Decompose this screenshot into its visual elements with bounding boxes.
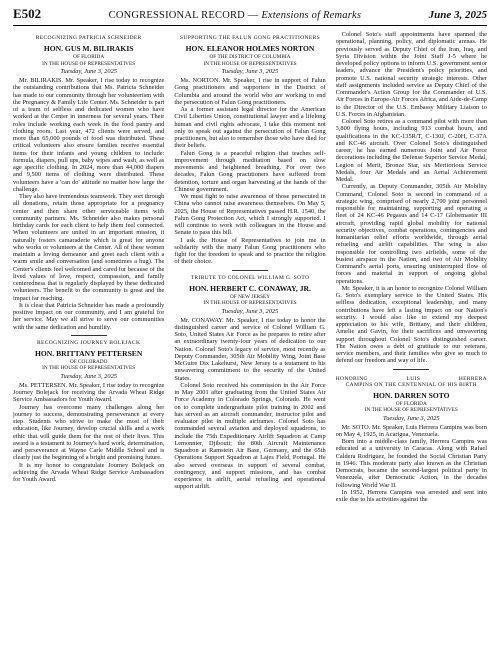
column-1 — [13, 31, 164, 643]
speaker-state: OF FLORIDA — [395, 400, 427, 407]
title-word: LUIS — [406, 375, 421, 382]
masthead-date: June 3, 2025 — [428, 9, 487, 21]
paragraph: Ms. NORTON. Mr. Speaker, I rise in support of Falun Gong practitioners and supporters in the District of Columbia and around the world who are working to end the persecution of Falun Gong practitioners. — [174, 77, 326, 106]
article-title: TRIBUTE TO COLONEL WILLIAM G. SOTO — [190, 274, 310, 281]
article-date: Tuesday, June 3, 2025 — [383, 414, 440, 422]
paragraph: Currently, as Deputy Commander, 305th Air Mobility Command, Colonel Soto is second in command of a strategic wing, comprised of nearly 2,700 joint personnel responsible for maintaining, supporting and operating a fleet of 24 KC-46 Pegasus and 14 C-17 Globemaster III aircraft, providing rapid global mobility for national security objectives, combat operations, contingencies and humanitarian relief efforts worldwide, through aerial refueling and airlift capabilities. The wing is also responsible for controlling two airfields, some of the busiest airspace in the Nation, and two of Air Mobility Command's aerial ports, ensuring uninterrupted flow of forces and material in support of ongoing global operations. — [335, 183, 487, 285]
article-title: CAMPINS ON THE CENTENNIAL OF HIS BIRTH — [345, 381, 477, 388]
publication-title — [109, 10, 362, 21]
article-date: Tuesday, June 3, 2025 — [60, 68, 117, 75]
article-herrera-campins — [336, 376, 487, 504]
section-divider — [71, 335, 107, 336]
paragraph: Falun Gong is a peaceful religion that teaches self-improvement through meditation based on slow movements and heightened breathing. For over two decades, Falun Gong practitioners have suffered from detention, torture and organ harvesting at the hands of the Chinese government. — [174, 149, 326, 193]
article-schneider — [13, 35, 164, 331]
chamber-line: IN THE HOUSE OF REPRESENTATIVES — [203, 300, 297, 306]
paragraph: Colonel Soto's staff appointments have spanned the operational, planning, policy, and diplomatic arenas. He previously served as Deputy Chief of the Iran, Iraq, and Syria Division within the Joint Staff J-5 where he developed policy options to inform U.S. government senior leaders, advance the President's policy priorities, and promote U.S. national security strategic interests. Other staff assignments included service as Deputy Chief of the Commander's Action Group for the Commander of U.S. Air Forces in Europe-Air Forces Africa, and Aide-de-Camp to the Director of the U.S. Embassy Military Liaison to U.S. Forces in Afghanistan. — [335, 31, 487, 118]
paragraph: They also have tremendous teamwork. They sort through all donations, retain those appropriate for a pregnancy center and then share other serviceable items with community partners. Ms. Schneider also makes personal birthday cards for each client to help them feel connected. When volunteers are united in an important mission, it naturally fosters camaraderie which is great for anyone who works or volunteers at the Center. All of these women maintain a loving demeanor and greet each client with a warm smile and conversation (and sometimes a hug). The Center's clients feel welcomed and cared for because of the lived values of love, respect, compassion, and family centeredness that is regularly displayed by these dedicated volunteers. The benefit to the community is great and the impact far reaching. — [13, 193, 165, 302]
speaker-name: HON. DARREN SOTO — [373, 390, 450, 400]
paragraph: Mr. CONAWAY. Mr. Speaker, I rise today to honor the distinguished career and service of Colonel William G. Soto, United States Air Force as he prepares to retire after an extraordinary twenty-four years of dedication to our Nation. Colonel Soto's legacy of service, most recently as Deputy Commander, 305th Air Mobility Wing, Joint Base McGuire Dix Lakehurst, New Jersey is a testament to his unwavering commitment to the security of the United States. — [174, 316, 326, 382]
section-divider — [232, 270, 268, 271]
paragraph: In 1952, Herrera Campins was arrested and sent into exile due to his activities against the — [335, 488, 487, 503]
section-divider — [393, 369, 429, 370]
article-title-row — [336, 376, 487, 382]
paragraph: I ask the House of Representatives to join me in solidarity with the many Falun Gong practitioners who fight for the freedom to speak and to practice the religion of their choice. — [174, 236, 326, 266]
speaker-name: HON. ELEANOR HOLMES NORTON — [185, 44, 315, 53]
title-word: HERRERA — [458, 375, 487, 382]
title-section: Extensions of Remarks — [261, 10, 362, 21]
article-title: RECOGNIZING JOURNEY BOLEJACK — [37, 339, 141, 346]
speaker-name: HON. HERBERT C. CONAWAY, JR. — [189, 283, 311, 293]
article-soto-tribute-continued — [336, 31, 487, 365]
article-date: Tuesday, June 3, 2025 — [60, 372, 117, 380]
chamber-line: IN THE HOUSE OF REPRESENTATIVES — [42, 60, 136, 67]
speaker-name: HON. BRITTANY PETTERSEN — [34, 348, 143, 358]
article-date: Tuesday, June 3, 2025 — [221, 307, 279, 315]
speaker-state: OF FLORIDA — [73, 54, 105, 60]
paragraph: Mr. BILIRAKIS. Mr. Speaker, I rise today to recognize the outstanding contributions that Ms. Patricia Schneider has made to our community through her volunteerism with the Pregnancy & Family Life Center. Ms. Schneider is part of a team of selfless and dedicated women who have worked at the Center in innerness for several years. Their roles include working each week in the food pantry and clothing room. Last year, 472 clients were served, and more than 65,000 pounds of food was distributed. These critical volunteers also ensure families receive essential items for their infants and young children to include: formula, diapers, pull ups, baby wipes and wash, as well as age specific clothing. In 2024, more than 44,000 diapers and 9,500 items of clothing were distributed. These volunteers have a 'can do' attitude no matter how large the challenge. — [13, 77, 165, 193]
article-soto-tribute — [174, 275, 325, 491]
article-bolejack — [13, 340, 164, 484]
article-date: Tuesday, June 3, 2025 — [221, 68, 279, 75]
paragraph: Born into a middle-class family, Herrera Campins was educated at a university in Caracas. Along with Rafael Caldera Rodriguez, he founded the Social Christian Party in 1946. This moderate party also known as the Christian Democrats, became the second-largest political party in Venezuela, after Democratic Action, in the decades following World War II. — [335, 438, 487, 489]
chamber-line: IN THE HOUSE OF REPRESENTATIVES — [203, 60, 297, 67]
paragraph: It is clear that Patricia Schneider has made a profoundly positive impact on our community, and I am grateful for her service. May we all strive to serve our communities with the same dedication and humility. — [13, 301, 165, 331]
speaker-name: HON. GUS M. BILIRAKIS — [43, 44, 134, 53]
column-3 — [336, 31, 487, 643]
masthead — [13, 6, 487, 26]
paragraph: Colonel Soto retires as a command pilot with more than 3,800 flying hours, including 913 combat hours, and qualifications in the KC-135R/T, C-130J, C-20H, C-37A and KC-46 aircraft. Over Colonel Soto's distinguished career, he has earned numerous Joint and Air Force decorations including the Defense Superior Service Medal, Legion of Merit, Bronze Star, six Meritorious Service Medals, four Air Medals and an Aerial Achievement Medal. — [335, 118, 487, 183]
column-2 — [174, 31, 325, 643]
speaker-state: OF THE DISTRICT OF COLUMBIA — [209, 54, 291, 60]
paragraph: Colonel Soto received his commission in the Air Force in May 2001 after graduating from the United States Air Force Academy in Colorado Springs, Colorado. He went on to complete undergraduate pilot training in 2002 and has served as an aircraft commander, instructor pilot and evaluator pilot in multiple airframes. Colonel Soto has commanded several aviation and deployed squadrons, to include the 75th Expeditionary Airlift Squadron at Camp Lemonnier, Djibouti; the 80th Aircraft Maintenance Squadron at Ramstein Air Base, Germany, and the 65th Operations Support Squadron at Lajes Field, Portugal. He also served overseas in support of several combat, contingency, and support missions, and has combat experience in airlift, aerial refueling and operational support airlift. — [174, 381, 326, 491]
article-title: RECOGNIZING PATRICIA SCHNEIDER — [35, 35, 142, 41]
article-title: SUPPORTING THE FALUN GONG PRACTITIONERS — [179, 35, 321, 41]
paragraph: Journey has overcome many challenges along her journey to success, demonstrating perseverance at every step. Students who strive to make the most of their education, like Journey, develop crucial skills and a work ethic that will guide them for the rest of their lives. This award is a testament to Journey's hard work, determination, and perseverance at Wayne Carle Middle School and is clearly just the beginning of a bright and promising future. — [13, 403, 165, 462]
paragraph: Mr. Speaker, it is an honor to recognize Colonel William G. Soto's exemplary service to the United States. His selfless dedication, exceptional leadership, and many contributions have left a lasting impact on our Nation's security. I would also like to extend my deepest appreciation to his wife, Brittany, and their children, Amelie and Gavin, for their sacrifices and unwavering support throughout Colonel Soto's distinguished career. The Nation owes a debt of gratitude to our veterans, service members, and their families who give so much to defend our freedom and way of life. — [335, 284, 487, 365]
paragraph: Ms. PETTERSEN. Mr. Speaker, I rise today to recognize Journey Bolejack for receiving the Arvada Wheat Ridge Service Ambassadors for Youth Award. — [13, 381, 165, 404]
columns — [13, 31, 487, 643]
paragraph: It is my honor to congratulate Journey Bolejack on achieving the Arvada Wheat Ridge Service Ambassadors for Youth Award. — [13, 461, 165, 483]
paragraph: We must fight to raise awareness of those persecuted in China who cannot raise awareness themselves. On May 5, 2025, the House of Representatives passed H.R. 1540, the Falun Gong Protection Act, which I strongly supported. I will continue to work with colleagues in the House and Senate to pass this bill. — [174, 193, 326, 237]
speaker-state: OF COLORADO — [69, 358, 108, 365]
paragraph: Mr. SOTO. Mr. Speaker, Luis Herrera Campins was born on May 4, 1925, in Acarigua, Venezuela. — [335, 423, 487, 438]
speaker-state: OF NEW JERSEY — [229, 293, 271, 300]
title-word: HONORING — [335, 375, 368, 382]
page-number: E502 — [13, 6, 42, 21]
chamber-line: IN THE HOUSE OF REPRESENTATIVES — [364, 407, 458, 413]
paragraph: As a former assistant legal director for the American Civil Liberties Union, constitutional lawyer and a lifelong human and civil rights advocate, I take this moment not only to speak out against the persecution of Falun Gong practitioners, but also to remember those who have died for their beliefs. — [174, 106, 326, 150]
chamber-line: IN THE HOUSE OF REPRESENTATIVES — [42, 365, 136, 372]
title-main: CONGRESSIONAL RECORD — — [108, 10, 259, 21]
article-falun-gong — [174, 35, 325, 266]
